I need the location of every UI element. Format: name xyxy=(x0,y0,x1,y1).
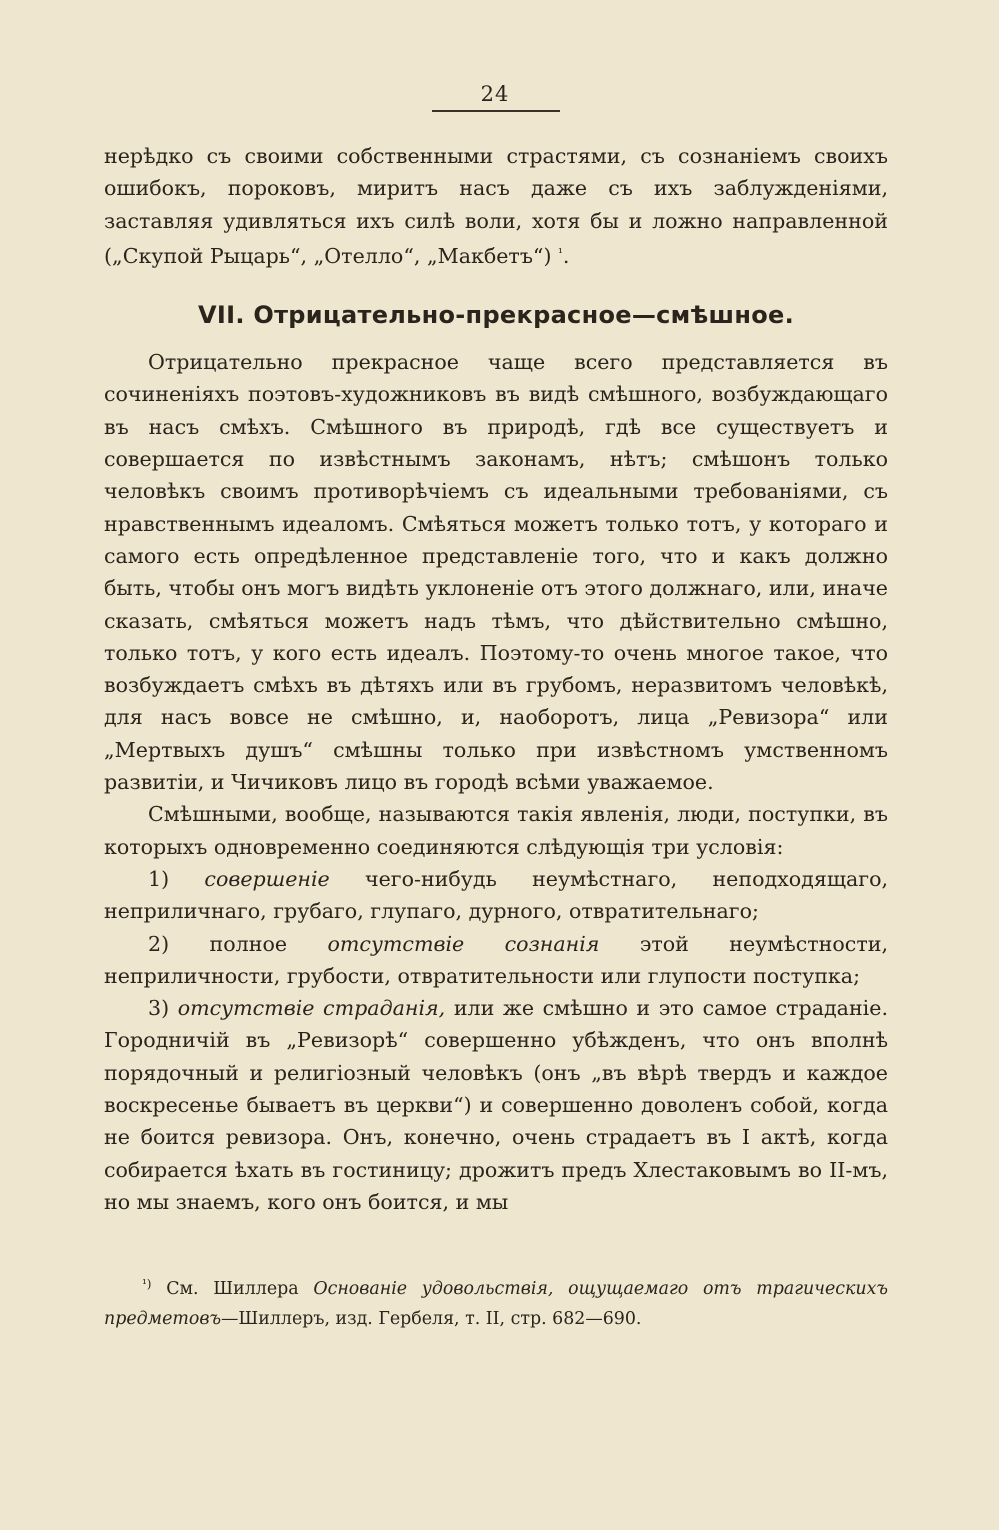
list-item-1 xyxy=(104,863,888,928)
page-number-rule xyxy=(432,110,560,112)
paragraph-text: нерѣдко съ своими собственными страстями, съ сознаніемъ своихъ ошибокъ, пороковъ, миритъ насъ даже съ ихъ заблужденіями, заставляя удивляться ихъ силѣ воли, хотя бы и ложно направленной („Скупой Рыцарь“, „Отелло“, „Макбетъ“) xyxy=(104,144,888,268)
emphasis-text: отсутствіе страданія, xyxy=(177,996,446,1021)
main-text xyxy=(104,140,888,1218)
footnote-prefix: См. Шиллера xyxy=(166,1279,299,1299)
footnote-text xyxy=(104,1270,888,1334)
list-number: 1) xyxy=(148,866,170,891)
emphasis-text: отсутствіе сознанія xyxy=(327,931,600,956)
list-text: или же смѣшно и это самое страданіе. Городничій въ „Ревизорѣ“ совершенно убѣжденъ, что онъ вполнѣ порядочный и религіозный человѣкъ (онъ „въ вѣрѣ твердъ и каждое воскресенье бываетъ въ церкви“) и совершенно доволенъ собой, когда не боится ревизора. Онъ, конечно, очень страдаетъ въ I актѣ, когда собирается ѣхать въ гостиницу; дрожитъ предъ Хлестаковымъ во II-мъ, но мы знаемъ, кого онъ боится, и мы xyxy=(104,996,888,1214)
paragraph-continuation xyxy=(104,140,888,272)
list-number: 2) xyxy=(148,931,170,956)
paragraph-ridiculous: Отрицательно прекрасное чаще всего представляется въ сочиненіяхъ поэтовъ-художниковъ въ видѣ смѣшного, возбуждающаго въ насъ смѣхъ. Смѣшного въ природѣ, гдѣ все существуетъ и совершается по извѣстнымъ законамъ, нѣтъ; смѣшонъ только человѣкъ своимъ противорѣчіемъ съ идеальными требованіями, съ нравственнымъ идеаломъ. Смѣяться можетъ только тотъ, у котораго и самого есть опредѣленное представленіе того, что и какъ должно быть, чтобы онъ могъ видѣть уклоненіе отъ этого должнаго, или, иначе сказать, смѣяться можетъ надъ тѣмъ, что дѣйствительно смѣшно, только тотъ, у кого есть идеалъ. Поэтому-то очень многое такое, что возбуждаетъ смѣхъ въ дѣтяхъ или въ грубомъ, неразвитомъ человѣкѣ, для насъ вовсе не смѣшно, и, наоборотъ, лица „Ревизора“ или „Мертвыхъ душъ“ смѣшны только при извѣстномъ умственномъ развитіи, и Чичиковъ лицо въ городѣ всѣми уважаемое. xyxy=(104,350,888,795)
list-text: этой неумѣстности, неприличности, грубости, отвратительности или глупости поступка; xyxy=(104,931,889,988)
list-text: полное xyxy=(209,931,288,956)
section-heading: VII. Отрицательно-прекрасное—смѣшное. xyxy=(197,301,794,330)
paragraph-tail: . xyxy=(562,243,570,268)
page-number: 24 xyxy=(480,82,510,106)
paragraph-conditions: Смѣшными, вообще, называются такія явленія, люди, поступки, въ которыхъ одновременно соединяются слѣдующія три условія: xyxy=(104,802,888,859)
list-text: чего-нибудь неумѣстнаго, неподходящаго, неприличнаго, грубаго, глупаго, дурного, отвратительнаго; xyxy=(104,866,889,924)
footnote-source: —Шиллеръ, изд. Гербеля, т. II, стр. 682—690. xyxy=(221,1308,642,1329)
footnote xyxy=(104,1270,888,1334)
list-item-2 xyxy=(104,928,888,993)
footnote-mark: ¹) xyxy=(142,1277,152,1291)
emphasis-text: совершеніе xyxy=(204,866,330,891)
footnote-marker: ¹ xyxy=(558,245,563,260)
list-item-3 xyxy=(104,992,888,1218)
list-number: 3) xyxy=(148,996,170,1021)
footnote-title: Основаніе удовольствія, ощущаемаго отъ трагическихъ предметовъ xyxy=(104,1279,889,1329)
